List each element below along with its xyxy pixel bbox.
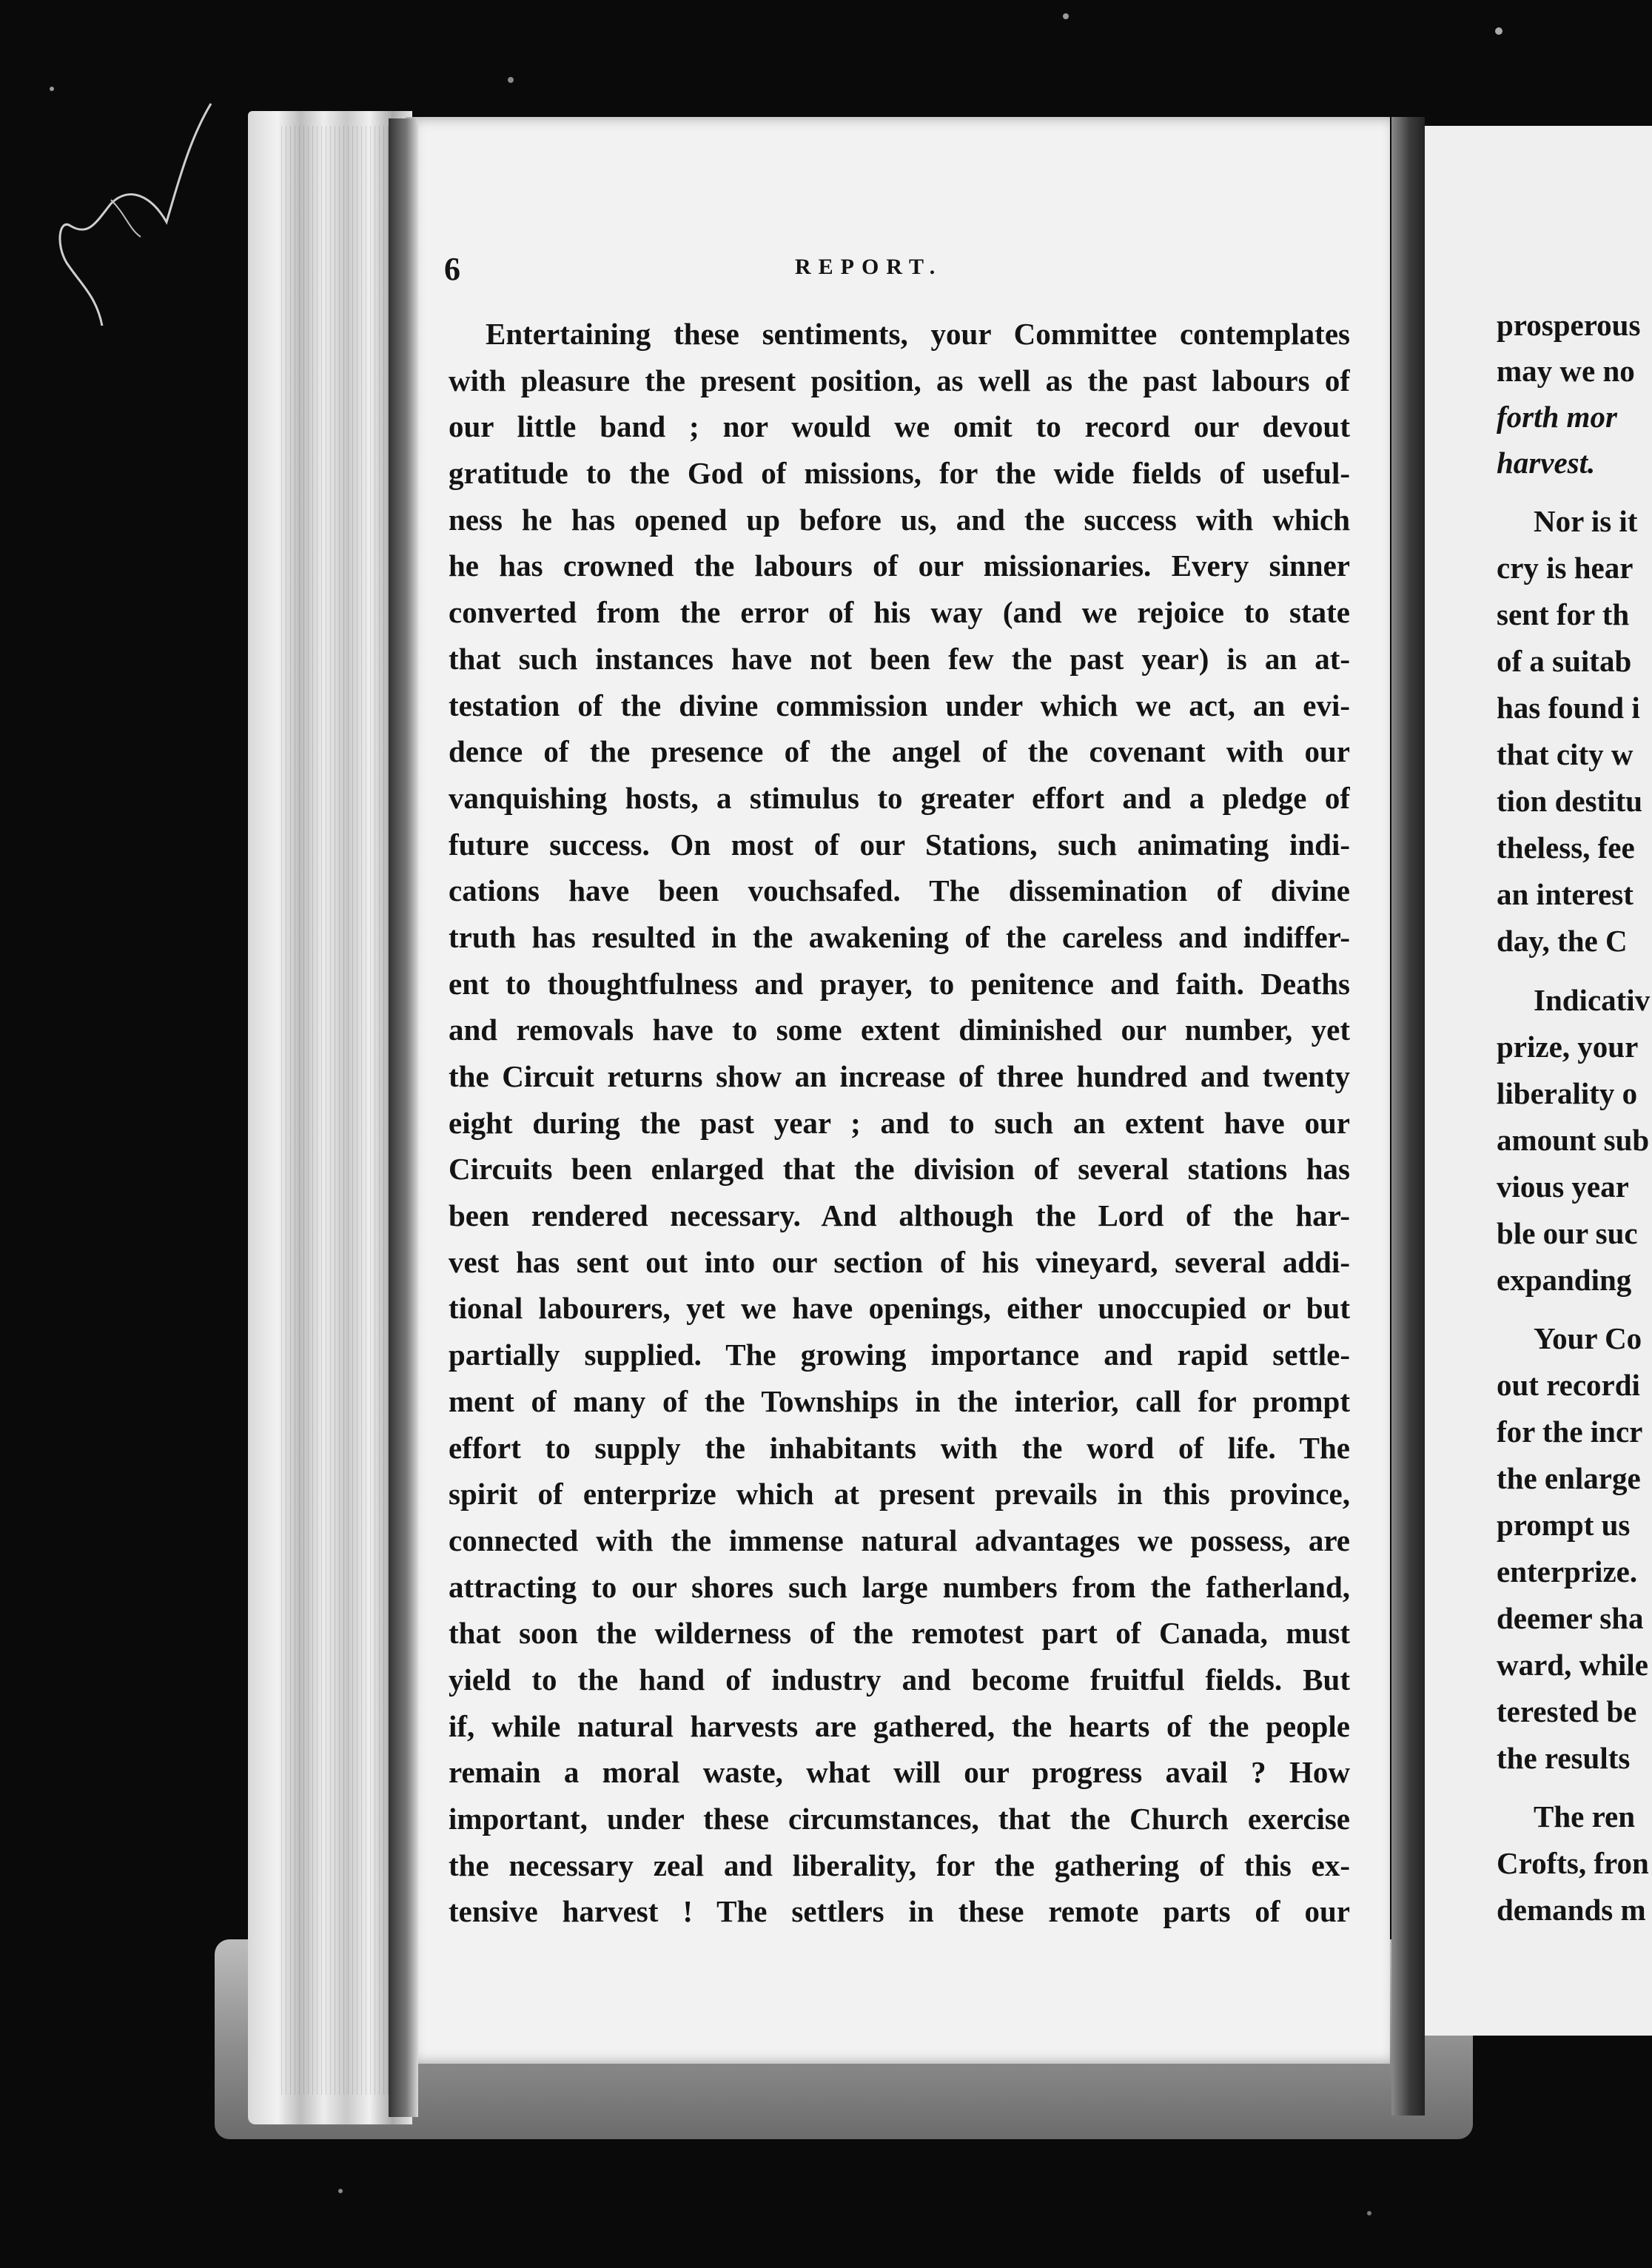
- text-line: with pleasure the present position, as well as the past labours of: [449, 363, 1350, 397]
- right-text-line: for the incr: [1497, 1415, 1643, 1449]
- dust-speck: [1367, 2211, 1371, 2215]
- right-text-line: terested be: [1497, 1694, 1637, 1728]
- dust-speck: [338, 2189, 343, 2193]
- right-text-line: an interest: [1497, 877, 1633, 911]
- right-text-line: the enlarge: [1497, 1461, 1641, 1495]
- text-line: he has crowned the labours of our missionaries. Every sinner: [449, 548, 1350, 583]
- hair-artifact: [60, 104, 211, 326]
- text-line: dence of the presence of the angel of the covenant with our: [449, 734, 1350, 769]
- center-gutter: [1391, 117, 1425, 2116]
- text-line: and removals have to some extent diminished our number, yet: [449, 1013, 1350, 1047]
- right-text-line: harvest.: [1497, 446, 1596, 480]
- text-line: testation of the divine commission under which we act, an evi-: [449, 688, 1350, 722]
- text-line: eight during the past year ; and to such an extent have our: [449, 1105, 1350, 1140]
- text-line: gratitude to the God of missions, for the wide fields of useful-: [449, 456, 1350, 491]
- text-line: the Circuit returns show an increase of three hundred and twenty: [449, 1059, 1350, 1093]
- text-line: tensive harvest ! The settlers in these remote parts of our: [449, 1894, 1350, 1929]
- right-text-line: vious year: [1497, 1170, 1629, 1204]
- right-text-line: ble our suc: [1497, 1216, 1638, 1250]
- right-text-line: prize, your: [1497, 1030, 1639, 1064]
- right-text-line: may we no: [1497, 354, 1635, 388]
- dust-speck: [50, 87, 54, 91]
- page-edge-lines: [281, 126, 392, 2095]
- text-line: remain a moral waste, what will our progress avail ? How: [449, 1755, 1350, 1790]
- right-text-line: the results: [1497, 1741, 1631, 1775]
- right-text-line: sent for th: [1497, 597, 1630, 631]
- text-line: our little band ; nor would we omit to record our devout: [449, 409, 1350, 444]
- right-text-line: out recordi: [1497, 1368, 1640, 1402]
- text-line: attracting to our shores such large numbers from the fatherland,: [449, 1569, 1350, 1604]
- right-text-line: prompt us: [1497, 1508, 1631, 1542]
- right-text-line: ward, while: [1497, 1648, 1648, 1682]
- text-line: yield to the hand of industry and become fruitful fields. But: [449, 1662, 1350, 1697]
- text-line: ent to thoughtfulness and prayer, to penitence and faith. Deaths: [449, 966, 1350, 1001]
- dust-speck: [508, 77, 514, 83]
- text-line: spirit of enterprize which at present prevails in this province,: [449, 1477, 1350, 1512]
- right-text-line: has found i: [1497, 691, 1640, 725]
- page-number: 6: [444, 251, 460, 287]
- right-text-line: of a suitab: [1497, 644, 1632, 678]
- right-text-line: that city w: [1497, 737, 1633, 771]
- text-line: connected with the immense natural advantages we possess, are: [449, 1523, 1350, 1557]
- text-line: ment of many of the Townships in the interior, call for prompt: [449, 1383, 1350, 1418]
- text-line: if, while natural harvests are gathered, the hearts of the people: [449, 1708, 1350, 1743]
- right-text-line: day, the C: [1497, 924, 1628, 958]
- right-text-line: Nor is it: [1534, 504, 1638, 538]
- text-line: cations have been vouchsafed. The dissemination of divine: [449, 873, 1350, 908]
- text-line: vanquishing hosts, a stimulus to greater effort and a pledge of: [449, 780, 1350, 815]
- text-line: Circuits been enlarged that the division of several stations has: [449, 1152, 1350, 1187]
- hair-artifact-branch: [111, 200, 141, 237]
- header-title: REPORT.: [795, 255, 943, 279]
- right-text-line: forth mor: [1497, 400, 1617, 434]
- text-line: tional labourers, yet we have openings, either unoccupied or but: [449, 1291, 1350, 1326]
- right-text-line: expanding: [1497, 1263, 1632, 1297]
- right-text-line: Indicativ: [1534, 983, 1651, 1017]
- text-line: vest has sent out into our section of his vineyard, several addi-: [449, 1244, 1350, 1279]
- left-page-body: [449, 311, 1350, 1935]
- text-line: that soon the wilderness of the remotest part of Canada, must: [449, 1616, 1350, 1651]
- text-line: future success. On most of our Stations, such animating indi-: [449, 827, 1350, 862]
- right-text-line: Your Co: [1534, 1321, 1642, 1355]
- binding-shadow: [389, 118, 418, 2117]
- right-text-line: enterprize.: [1497, 1554, 1638, 1588]
- text-line: been rendered necessary. And although the Lord of the har-: [449, 1198, 1350, 1233]
- right-text-line: tion destitu: [1497, 784, 1643, 818]
- text-line: truth has resulted in the awakening of the careless and indiffer-: [449, 919, 1350, 954]
- text-line: converted from the error of his way (and we rejoice to state: [449, 595, 1350, 630]
- text-line: that such instances have not been few the past year) is an at-: [449, 641, 1350, 676]
- dust-speck: [1063, 13, 1069, 19]
- text-line: the necessary zeal and liberality, for the gathering of this ex-: [449, 1848, 1350, 1882]
- right-text-line: amount sub: [1497, 1123, 1650, 1157]
- right-text-line: demands m: [1497, 1893, 1646, 1927]
- text-line: important, under these circumstances, that the Church exercise: [449, 1802, 1350, 1836]
- text-line: partially supplied. The growing importance and rapid settle-: [449, 1338, 1350, 1372]
- right-text-line: cry is hear: [1497, 551, 1633, 585]
- right-text-line: prosperous: [1497, 308, 1641, 342]
- right-text-line: deemer sha: [1497, 1601, 1644, 1635]
- text-line: Entertaining these sentiments, your Committee contemplates: [486, 317, 1350, 351]
- running-head: [444, 250, 1377, 287]
- text-line: ness he has opened up before us, and the success with which: [449, 502, 1350, 537]
- right-text-line: The ren: [1534, 1799, 1636, 1833]
- right-text-line: theless, fee: [1497, 831, 1635, 865]
- dust-speck: [1495, 27, 1502, 35]
- right-text-line: Crofts, fron: [1497, 1846, 1649, 1880]
- text-line: effort to supply the inhabitants with the word of life. The: [449, 1430, 1350, 1465]
- right-text-line: liberality o: [1497, 1076, 1638, 1110]
